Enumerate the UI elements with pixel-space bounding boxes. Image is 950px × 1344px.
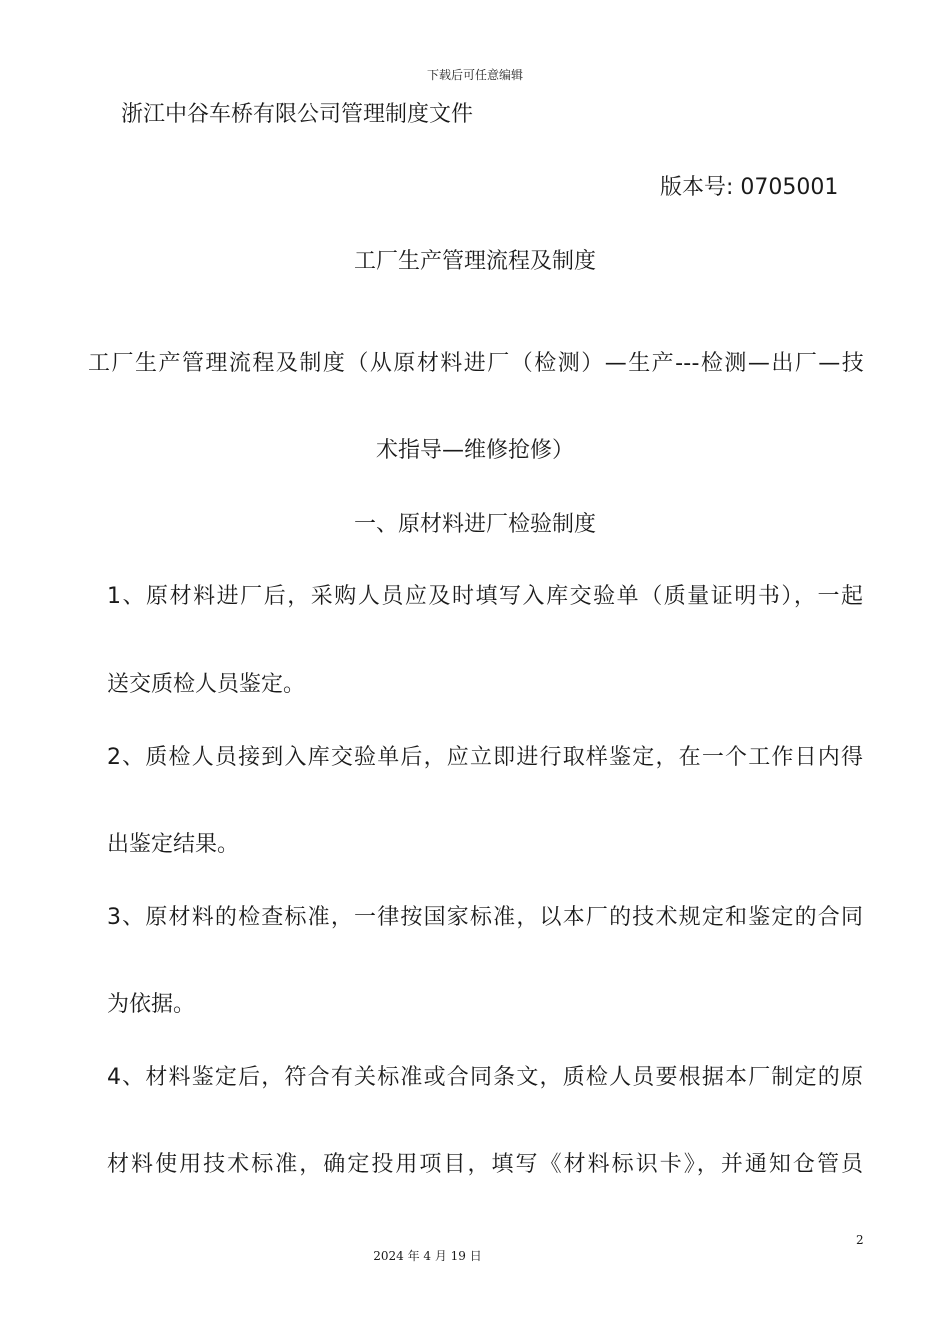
document-title: 工厂生产管理流程及制度 — [353, 249, 596, 274]
company-title: 浙江中谷车桥有限公司管理制度文件 — [121, 102, 474, 127]
section-heading: 一、原材料进厂检验制度 — [353, 512, 596, 537]
page-number: 2 — [856, 1233, 864, 1247]
paragraph-4-line-1: 4、材料鉴定后，符合有关标准或合同条文，质检人员要根据本厂制定的原 — [107, 1065, 863, 1090]
paragraph-1-line-1: 1、原材料进厂后，采购人员应及时填写入库交验单（质量证明书），一起 — [107, 584, 863, 609]
paragraph-3-line-1: 3、原材料的检查标准，一律按国家标准，以本厂的技术规定和鉴定的合同 — [107, 905, 863, 930]
paragraph-4-line-2: 材料使用技术标准，确定投用项目，填写《材料标识卡》，并通知仓管员 — [107, 1152, 863, 1177]
full-title-line-2: 术指导—维修抢修） — [375, 438, 574, 463]
full-title-line-1: 工厂生产管理流程及制度（从原材料进厂（检测）—生产---检测—出厂—技 — [88, 351, 864, 376]
footer-date: 2024 年 4 月 19 日 — [373, 1249, 482, 1263]
paragraph-1-line-2: 送交质检人员鉴定。 — [107, 672, 306, 697]
paragraph-2-line-2: 出鉴定结果。 — [107, 832, 240, 857]
version-number: 版本号: 0705001 — [660, 175, 839, 200]
paragraph-3-line-2: 为依据。 — [107, 992, 196, 1017]
paragraph-2-line-1: 2、质检人员接到入库交验单后，应立即进行取样鉴定，在一个工作日内得 — [107, 745, 863, 770]
header-note: 下载后可任意编辑 — [426, 68, 523, 82]
